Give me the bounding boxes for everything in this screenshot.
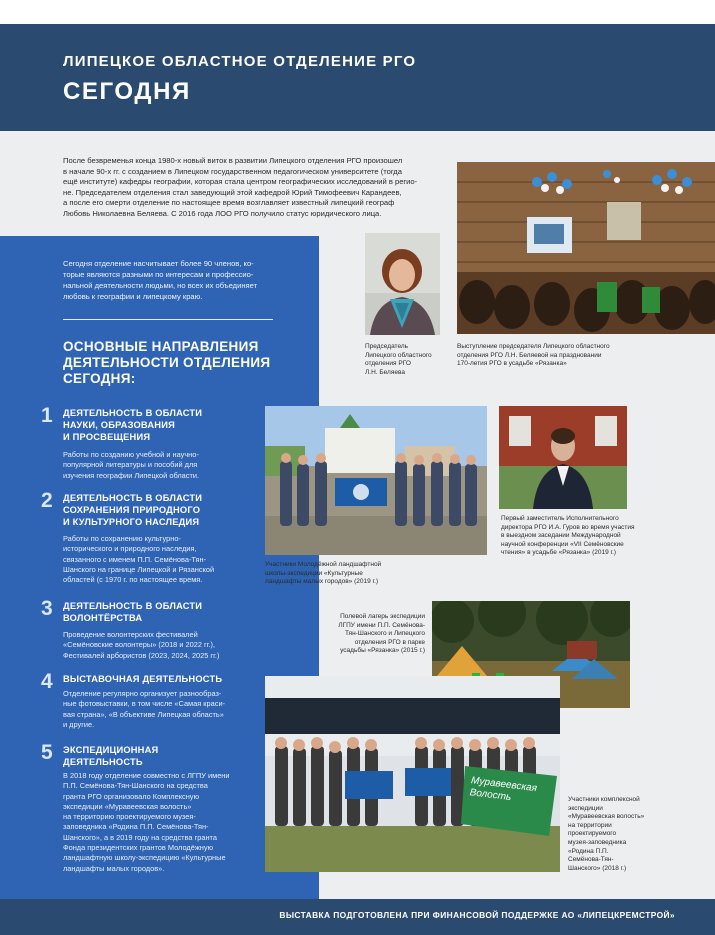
direction-body-line: Шанского на границе Липецкой и Рязанской [63, 564, 215, 574]
direction-body-line: вая страна», «В объективе Липецкая область» [63, 709, 224, 719]
caption-line: Первый заместитель Исполнительного [501, 515, 619, 522]
caption-line: отделения РГО в парке [354, 638, 425, 646]
direction-number: 2 [41, 489, 53, 512]
caption-line: Тян-Шанского и Липецкого [344, 630, 425, 638]
direction-number: 5 [41, 741, 53, 764]
direction-title-line: ВЫСТАВОЧНАЯ ДЕЯТЕЛЬНОСТЬ [63, 674, 223, 684]
direction-number: 1 [41, 404, 53, 427]
directions-title-line: СЕГОДНЯ: [63, 371, 136, 386]
direction-body-line: гранта РГО организовало Комплексную [63, 791, 200, 801]
direction-body-line: ландшафтную школу-экспедицию «Культурные [63, 853, 226, 863]
caption-line: музея-заповедника [568, 838, 627, 846]
direction-body-line: Проведение волонтерских фестивалей [63, 630, 198, 639]
direction-body-line: В 2018 году отделение совместно с ЛГПУ имени [63, 771, 230, 780]
direction-title-line: ДЕЯТЕЛЬНОСТЬ [63, 757, 143, 767]
today-line: нальной деятельности людьми, но всех их объединяет [63, 281, 258, 290]
hall-caption [457, 343, 667, 369]
caption-line: усадьбы «Рязанка» (2015 г.) [340, 647, 425, 655]
direction-body [63, 534, 273, 585]
caption-line: Семёнова-Тян- [568, 856, 614, 864]
caption-line: Липецкого областного [365, 351, 432, 359]
direction-body-line: Работы по сохранению культурно- [63, 534, 181, 543]
caption-line: Выступление председателя Липецкого областного [457, 343, 610, 350]
direction-body-line: Работы по созданию учебной и научно- [63, 450, 199, 459]
caption-line: директора РГО И.А. Гуров во время участия [501, 523, 635, 531]
caption-line: проектируемого [568, 830, 617, 838]
direction-title-line: ДЕЯТЕЛЬНОСТЬ В ОБЛАСТИ [63, 601, 203, 611]
direction-title-line: СОХРАНЕНИЯ ПРИРОДНОГО [63, 505, 201, 515]
direction-body-line: заповедника «Родина П.П. Семёнова-Тян- [63, 822, 209, 832]
direction-number: 4 [41, 670, 53, 693]
caption-line: Полевой лагерь экспедиции [340, 613, 425, 620]
directions-title-line: ДЕЯТЕЛЬНОСТИ ОТДЕЛЕНИЯ [63, 355, 271, 370]
caption-line: Шанского» (2018 г.) [568, 864, 627, 872]
directions-title [63, 339, 303, 387]
intro-line: а после его смерти отделение по настоящее время возглавляет известный липецкий географ [63, 198, 395, 208]
caption-line: ЛГПУ имени П.П. Семёнова- [338, 621, 425, 629]
direction-body-line: Фестивалей арбористов (2023, 2024, 2025 гг.) [63, 650, 220, 660]
header-title-line1: ЛИПЕЦКОЕ ОБЛАСТНОЕ ОТДЕЛЕНИЕ РГО [63, 53, 417, 70]
direction-body [63, 450, 273, 481]
footer-sponsor-text: ВЫСТАВКА ПОДГОТОВЛЕНА ПРИ ФИНАНСОВОЙ ПОДДЕРЖКЕ АО «ЛИПЕЦКРЕМСТРОЙ» [279, 910, 675, 920]
direction-body-line: «Семёновские волонтеры» (2018 и 2022 гг.), [63, 640, 216, 650]
directions-title-line: ОСНОВНЫЕ НАПРАВЛЕНИЯ [63, 339, 259, 354]
direction-body [63, 771, 273, 874]
direction-body-line: популярной литературы и пособий для [63, 460, 198, 470]
direction-title-line: НАУКИ, ОБРАЗОВАНИЯ [63, 420, 175, 430]
direction-body-line: экспедиции «Муравеевская волость» [63, 801, 192, 811]
direction-body-line: на территорию проектируемого музея- [63, 812, 196, 822]
intro-line: не. Председателем отделения стал заведующий этой кафедрой Юрий Тимофеевич Карандеев, [63, 187, 402, 197]
divider-line [63, 319, 273, 320]
direction-body-line: Отделение регулярно организует разнообраз- [63, 689, 222, 698]
intro-line: ещё институте) кафедры географии, которая стала центром географических исследований в регио- [63, 177, 418, 187]
caption-line: отделения РГО [365, 360, 411, 368]
caption-line: в выездном заседании Международной [501, 532, 621, 540]
today-line: торые являются разными по интересам и профессио- [63, 270, 254, 279]
direction-body-line: Фонда президентских грантов Молодёжную [63, 843, 214, 853]
caption-line: Председатель [365, 343, 409, 350]
direction-title-line: ДЕЯТЕЛЬНОСТЬ В ОБЛАСТИ [63, 408, 203, 418]
direction-body-line: областей (с 1970 г. по настоящее время. [63, 575, 203, 585]
today-paragraph [63, 258, 278, 302]
caption-line: Л.Н. Беляева [365, 368, 405, 376]
intro-line: Любовь Николаевна Беляева. С 2016 года ЛОО РГО получило статус юридического лица. [63, 208, 382, 218]
direction-title-line: ВОЛОНТЁРСТВА [63, 613, 143, 623]
intro-line: После безвременья конца 1980-х новый виток в развитии Липецкого отделения РГО произошел [63, 156, 403, 165]
banner-text: Муравеевская Волость [468, 775, 538, 804]
hall-presentation-photo [457, 162, 715, 334]
direction-body-line: связанного с именем П.П. Семёнова-Тян- [63, 554, 207, 564]
caption-line: чтения» в усадьбе «Рязанка» (2019 г.) [501, 549, 617, 557]
school-expedition-group-photo [265, 406, 487, 555]
today-line: Сегодня отделение насчитывает более 90 членов, ко- [63, 259, 254, 268]
camp-caption [330, 613, 425, 656]
direction-body-line: изучения географии Липецкой области. [63, 470, 200, 480]
belyaeva-portrait-photo [365, 233, 440, 335]
caption-line: Участники комплексной [568, 796, 640, 803]
direction-title-line: ЭКСПЕДИЦИОННАЯ [63, 745, 159, 755]
direction-body-line: ные фотовыставки, в том числе «Самая краси- [63, 699, 226, 709]
muraveevskaya-expedition-photo [265, 676, 560, 872]
gurov-caption [501, 515, 676, 558]
direction-title-line: И ПРОСВЕЩЕНИЯ [63, 432, 151, 442]
caption-line: ландшафты малых городов» (2019 г.) [265, 578, 379, 586]
caption-line: научной конференции «VII Семёновские [501, 540, 624, 548]
direction-body-line: Шанского», а в 2019 году на средства гранта [63, 832, 217, 842]
direction-body-line: П.П. Семёнова-Тян-Шанского на средства [63, 781, 208, 791]
caption-line: 170-летия РГО в усадьбе «Рязанка» [457, 360, 567, 368]
direction-body-line: ландшафты малых городов». [63, 863, 165, 873]
direction-body-line: исторического и природного наследия, [63, 544, 197, 554]
caption-line: на территории [568, 821, 612, 829]
caption-line: «Родина П.П. [568, 847, 609, 855]
intro-paragraph [63, 156, 458, 220]
caption-line: Участники Молодёжной ландшафтной [265, 561, 382, 568]
direction-body-line: и другие. [63, 719, 95, 729]
direction-body [63, 630, 273, 661]
direction-number: 3 [41, 597, 53, 620]
direction-title-line: ДЕЯТЕЛЬНОСТЬ В ОБЛАСТИ [63, 493, 203, 503]
direction-title-line: И КУЛЬТУРНОГО НАСЛЕДИЯ [63, 517, 200, 527]
caption-line: отделения РГО Л.Н. Беляевой на праздновании [457, 351, 602, 359]
direction-body [63, 689, 273, 730]
caption-line: «Муравеевская волость» [568, 813, 645, 821]
intro-line: в начале 90-х гг. с созданием в Липецком государственном педагогическом университете (тогда [63, 166, 402, 176]
belyaeva-caption [365, 343, 445, 377]
expedition-caption [568, 796, 678, 873]
caption-line: школы-экспедиции «Культурные [265, 569, 363, 577]
gurov-portrait-photo [499, 406, 627, 509]
header-title-line2: СЕГОДНЯ [63, 78, 191, 105]
school-expedition-caption [265, 561, 440, 587]
today-line: любовь к географии и липецкому краю. [63, 292, 203, 301]
direction-title [63, 600, 303, 624]
caption-line: экспедиции [568, 804, 603, 812]
